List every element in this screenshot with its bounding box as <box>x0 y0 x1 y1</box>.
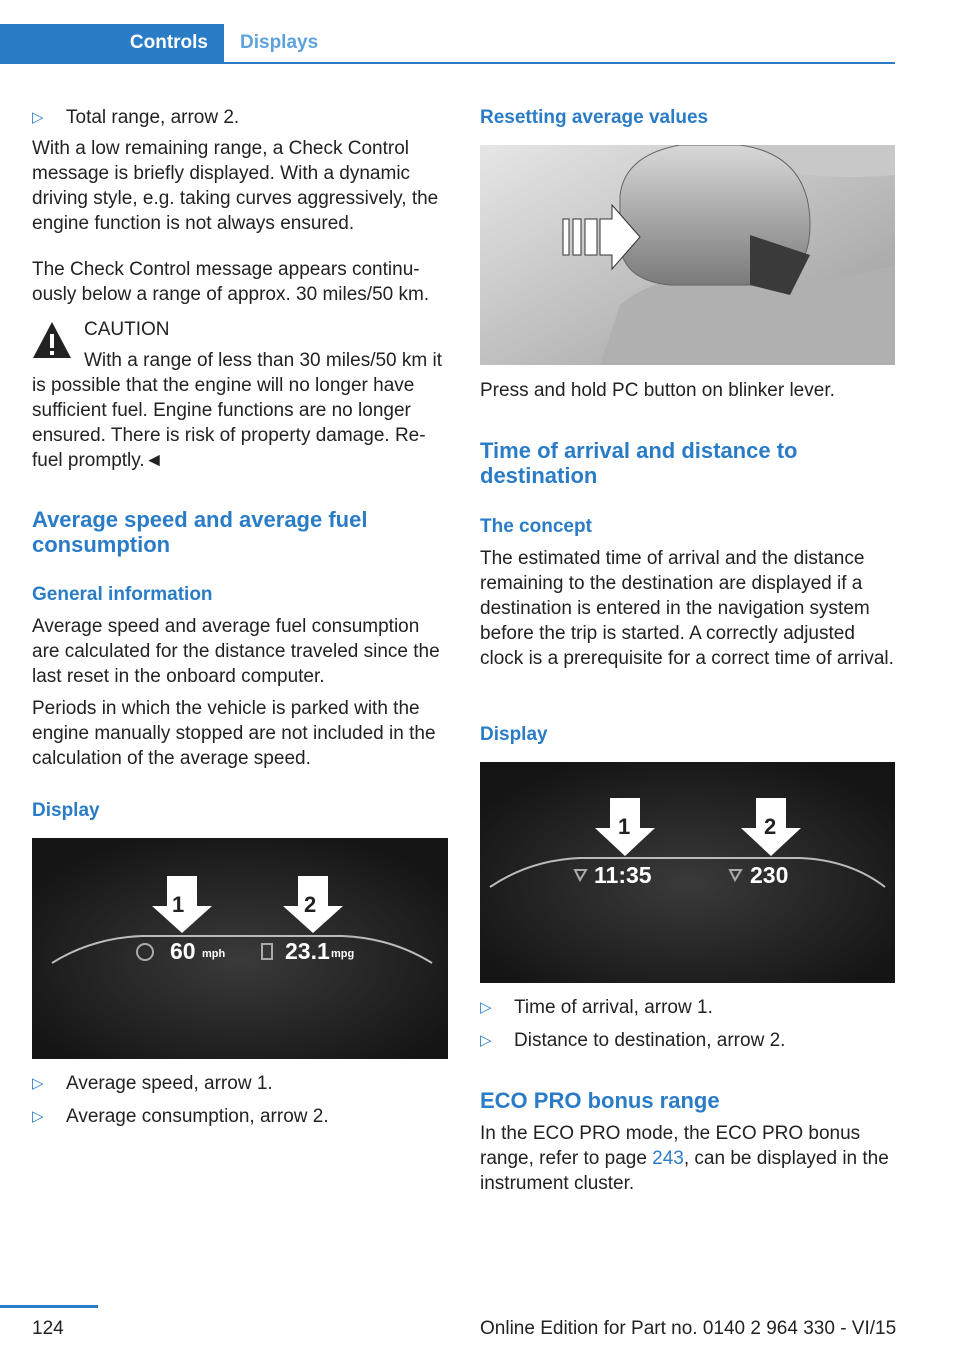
speed-unit: mph <box>202 948 226 960</box>
caution-title: CAUTION <box>84 319 170 340</box>
arrow-1-label: 1 <box>618 814 631 839</box>
subheading-display-right: Display <box>480 724 548 745</box>
list-item: ▷ Average consumption, arrow 2. <box>32 1106 329 1127</box>
bullet-triangle-icon: ▷ <box>480 999 492 1016</box>
tab-displays[interactable]: Displays <box>240 32 319 53</box>
bullet-triangle-icon: ▷ <box>480 1032 492 1049</box>
bullet-triangle-icon: ▷ <box>32 1075 44 1092</box>
paragraph-eco: In the ECO PRO mode, the ECO PRO bonus range, refer to page 243, can be displayed in the instrument cluster. <box>480 1123 889 1194</box>
paragraph-concept: The estimated time of arrival and the distance remaining to the destination are displayed if a destination is entered in the navigation system before the trip is started. A correctly adjusted clock is a prerequisite for a correct time of arrival. <box>480 548 894 669</box>
page-link[interactable]: 243 <box>652 1148 684 1169</box>
heading-eco: ECO PRO bonus range <box>480 1088 720 1113</box>
cluster-display-image <box>32 838 448 1059</box>
paragraph-low-range: With a low remaining range, a Check Control message is briefly displayed. With a dynamic driving style, e.g. taking curves aggressively, the engine function is not always ensured. <box>32 138 439 234</box>
paragraph-general-2: Periods in which the vehicle is parked with the engine manually stopped are not included in the calculation of the average speed. <box>32 698 436 769</box>
arrow-2-label: 2 <box>304 892 317 917</box>
paragraph-general-1: Average speed and average fuel consumption are calculated for the distance traveled since the last reset in the onboard computer. <box>32 616 440 687</box>
footer-rule <box>0 1305 98 1308</box>
subheading-display-left: Display <box>32 800 100 821</box>
subheading-concept: The concept <box>480 516 592 537</box>
arrow-1-label: 1 <box>172 892 185 917</box>
list-item: ▷ Total range, arrow 2. <box>32 107 240 128</box>
distance-value: 230 <box>750 862 789 888</box>
arrival-time-value: 11:35 <box>594 862 652 888</box>
consumption-unit: mpg <box>331 948 355 960</box>
subheading-resetting: Resetting average values <box>480 107 709 128</box>
edition-text: Online Edition for Part no. 0140 2 964 330 - VI/15 <box>480 1318 897 1339</box>
bullet-triangle-icon: ▷ <box>32 109 44 126</box>
paragraph-cc-message: The Check Control message appears continuously below a range of approx. 30 miles/50 km. <box>32 259 430 305</box>
caution-text: With a range of less than 30 miles/50 km it is possible that the engine will no longer have sufficient fuel. Engine functions are no longer ensured. There is risk of property damage. Refuel promptly.◄ <box>32 350 442 471</box>
bullet-triangle-icon: ▷ <box>32 1108 44 1125</box>
navigation-display-image <box>480 762 895 983</box>
paragraph-press: Press and hold PC button on blinker lever. <box>480 380 835 401</box>
list-item: ▷ Time of arrival, arrow 1. <box>480 997 713 1018</box>
tab-controls[interactable]: Controls <box>0 24 224 62</box>
heading-arrival: Time of arrival and distance to destination <box>480 438 798 488</box>
arrow-2-label: 2 <box>764 814 777 839</box>
subheading-general: General information <box>32 584 213 605</box>
blinker-lever-image <box>480 145 895 365</box>
list-item: ▷ Distance to destination, arrow 2. <box>480 1030 786 1051</box>
page-number: 124 <box>32 1318 64 1339</box>
heading-average: Average speed and average fuel consumption <box>32 507 368 557</box>
consumption-value: 23.1 <box>285 938 330 964</box>
speed-value: 60 <box>170 938 196 964</box>
list-item: ▷ Average speed, arrow 1. <box>32 1073 273 1094</box>
